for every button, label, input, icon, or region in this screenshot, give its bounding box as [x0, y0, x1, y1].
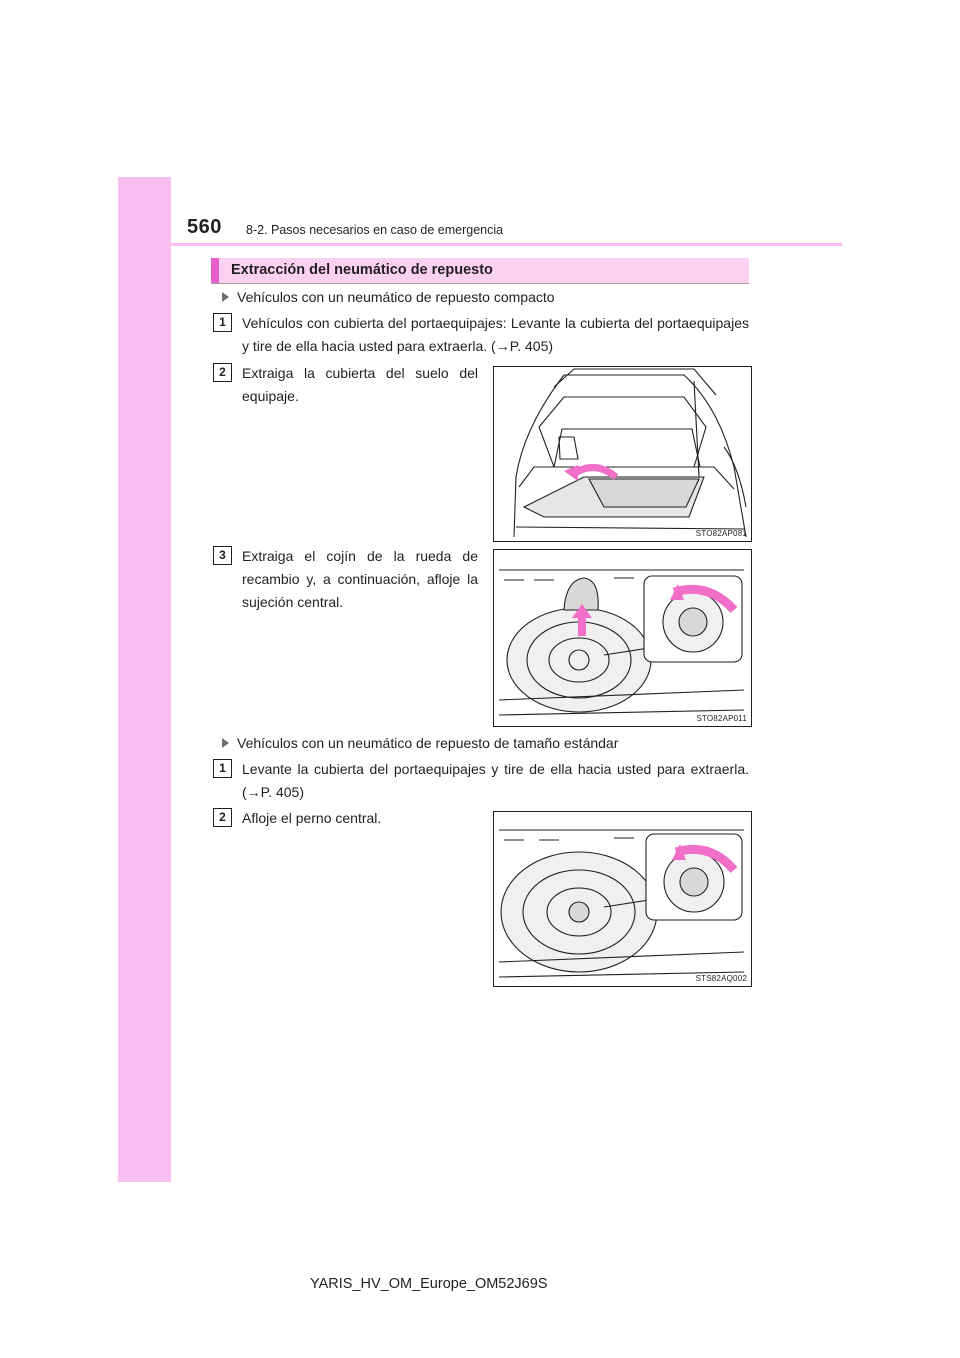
spare-cushion-illustration [494, 550, 751, 726]
figure-luggage-floor [493, 366, 752, 542]
step-number-box: 1 [213, 313, 232, 332]
step-text: Levante la cubierta del portaequipajes y tire de ella hacia usted para extraerla. (→P. 405) [242, 761, 749, 800]
variant-standard [222, 735, 618, 751]
figure-center-bolt [493, 811, 752, 987]
subsection-heading-text: Extracción del neumático de repuesto [231, 262, 493, 278]
triangle-bullet-icon [222, 738, 229, 748]
page-number: 560 [187, 216, 222, 238]
footer-doc-id: YARIS_HV_OM_Europe_OM52J69S [310, 1276, 548, 1292]
step-number-box: 3 [213, 546, 232, 565]
step-number-box: 2 [213, 363, 232, 382]
step-text: Extraiga la cubierta del suelo del equipaje. [242, 365, 478, 404]
figure-code: STS82AQ002 [695, 974, 747, 983]
figure-code: STO82AP011 [696, 714, 747, 723]
step-number-box: 1 [213, 759, 232, 778]
header-rule [118, 243, 842, 246]
subsection-heading [211, 258, 749, 283]
variant-compact [222, 289, 555, 305]
step-text: Vehículos con cubierta del portaequipajes: Levante la cubierta del portaequipajes y tire de ella hacia usted para extraerla. (→P. 405) [242, 315, 749, 354]
luggage-floor-illustration [494, 367, 751, 541]
center-bolt-illustration [494, 812, 751, 986]
variant-compact-label: Vehículos con un neumático de repuesto compacto [237, 289, 555, 305]
heading-underline [211, 283, 749, 284]
figure-spare-cushion [493, 549, 752, 727]
side-tab-band [118, 177, 171, 1182]
triangle-bullet-icon [222, 292, 229, 302]
section-title: 8-2. Pasos necesarios en caso de emergencia [246, 223, 504, 237]
step-number-box: 2 [213, 808, 232, 827]
variant-standard-label: Vehículos con un neumático de repuesto de tamaño estándar [237, 735, 619, 751]
step-text: Extraiga el cojín de la rueda de recambio y, a continuación, afloje la sujeción central. [242, 548, 478, 610]
step-text: Afloje el perno central. [242, 810, 382, 826]
figure-code: STO82AP081 [695, 529, 747, 538]
